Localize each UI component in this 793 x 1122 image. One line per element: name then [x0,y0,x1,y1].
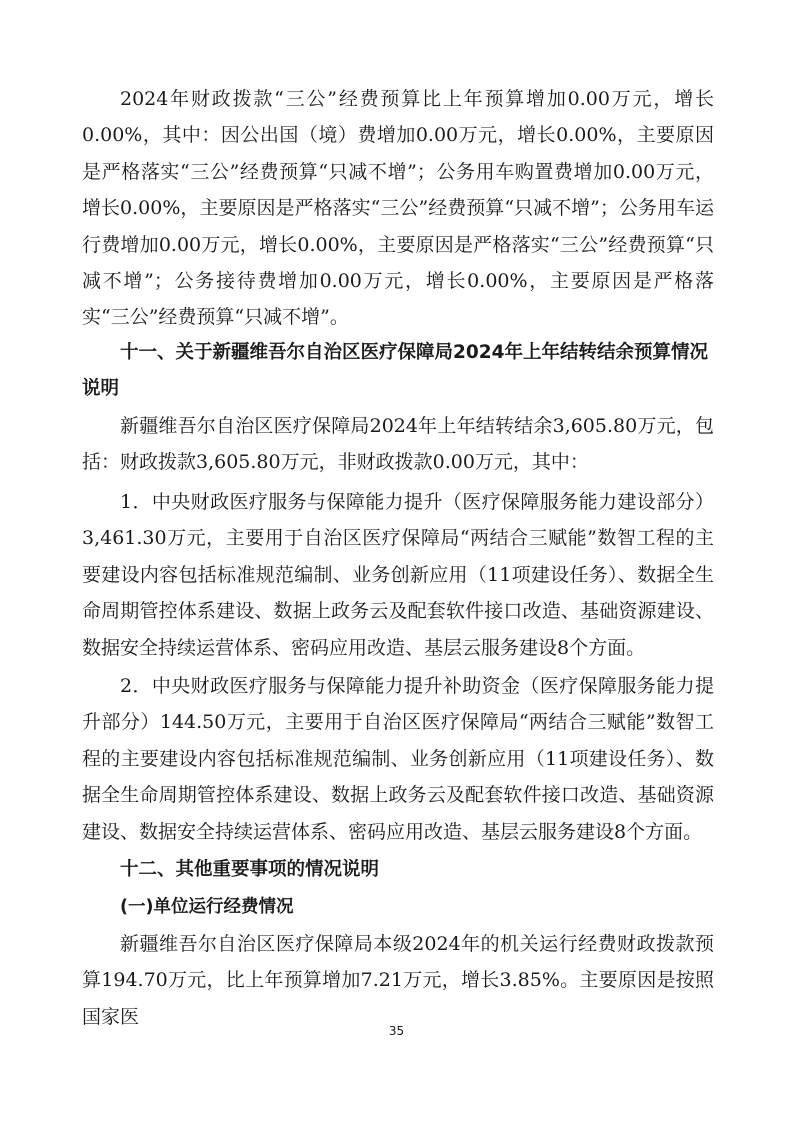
paragraph-operating-expenses: 新疆维吾尔自治区医疗保障局本级2024年的机关运行经费财政拨款预算194.70万元，比上年预算增加7.21万元，增长3.85%。主要原因是按照国家医 [82,933,714,1028]
subsection-heading-operating-expenses: (一)单位运行经费情况 [120,897,294,917]
paragraph-carryover-summary: 新疆维吾尔自治区医疗保障局2024年上年结转结余3,605.80万元，包括：财政拨款3,605.80万元，非财政拨款0.00万元，其中： [82,415,714,474]
section-heading-twelve: 十二、其他重要事项的情况说明 [120,859,380,880]
paragraph-item-one: 1．中央财政医疗服务与保障能力提升（医疗保障服务能力建设部分）3,461.30万元，主要用于自治区医疗保障局“两结合三赋能”数智工程的主要建设内容包括标准规范编制、业务创新应用（11项建设任务）、数据全生命周期管控体系建设、数据上政务云及配套软件接口改造、基础资源建设、数据安全持续运营体系、密码应用改造、基层云服务建设8个方面。 [82,491,714,659]
section-heading-eleven: 十一、关于新疆维吾尔自治区医疗保障局2024年上年结转结余预算情况说明 [82,342,708,400]
paragraph-three-public-expenses: 2024年财政拨款“三公”经费预算比上年预算增加0.00万元，增长0.00%，其中：因公出国（境）费增加0.00万元，增长0.00%，主要原因是严格落实“三公”经费预算“只减不增”；公务用车购置费增加0.00万元，增长0.00%，主要原因是严格落实“三公”经费预算“只减不增”；公务用车运行费增加0.00万元，增长0.00%，主要原因是严格落实“三公”经费预算“只减不增”；公务接待费增加0.00万元，增长0.00%，主要原因是严格落实“三公”经费预算“只减不增”。 [82,88,714,329]
page-number: 35 [388,1024,405,1038]
paragraph-item-two: 2．中央财政医疗服务与保障能力提升补助资金（医疗保障服务能力提升部分）144.50万元，主要用于自治区医疗保障局“两结合三赋能”数智工程的主要建设内容包括标准规范编制、业务创新应用（11项建设任务）、数据全生命周期管控体系建设、数据上政务云及配套软件接口改造、基础资源建设、数据安全持续运营体系、密码应用改造、基层云服务建设8个方面。 [82,675,714,843]
